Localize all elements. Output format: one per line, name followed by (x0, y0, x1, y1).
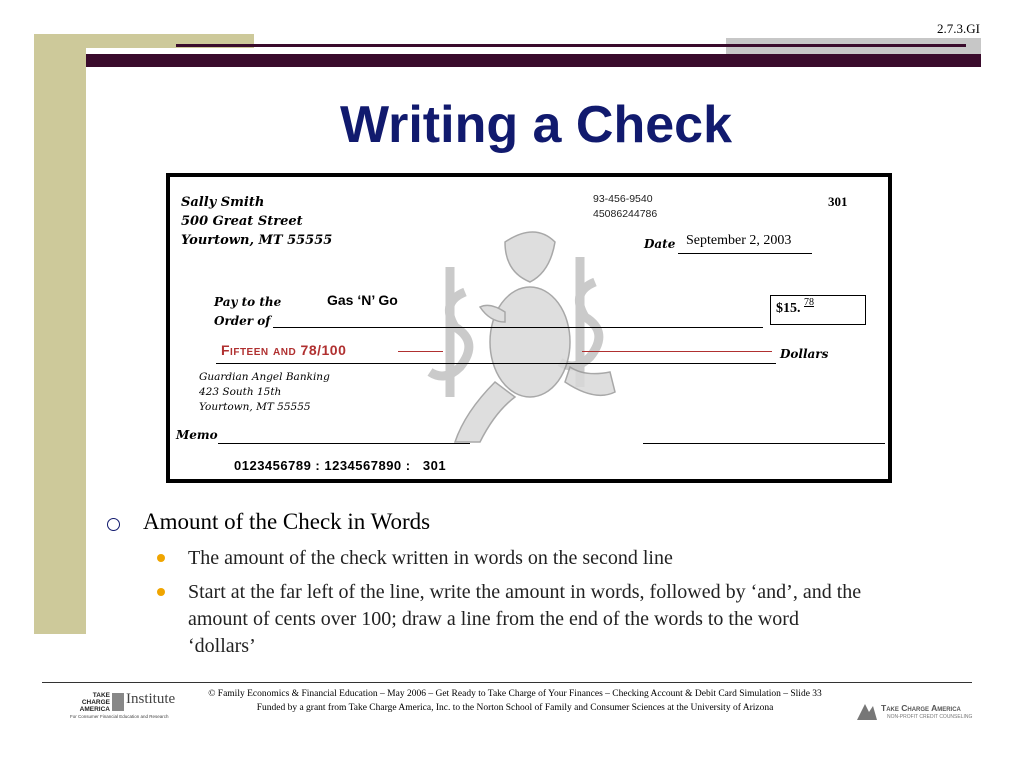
top-thin-rule (176, 44, 966, 47)
slide-title: Writing a Check (339, 96, 732, 154)
amount-cents: 78 (804, 297, 814, 308)
memo-line (218, 443, 470, 444)
institute-logo: TAKE CHARGE AMERICA Institute For Consumer Financial Education and Research (70, 691, 176, 719)
main-bullet-icon (107, 518, 120, 531)
owner-city: Yourtown, MT 55555 (181, 233, 333, 248)
routing-top: 93-456-9540 (593, 193, 653, 205)
date-line (678, 253, 812, 254)
owner-name: Sally Smith (181, 195, 265, 210)
pay-to-label-2: Order of (214, 314, 271, 328)
sub-bullet-2-line-3: ‘dollars’ (188, 635, 256, 657)
footer-line-1: © Family Economics & Financial Education – May 2006 – Get Ready to Take Charge of Your Finances – Checking Account & Debit Card Simulation – Slide 33 (208, 689, 822, 699)
take-charge-america-logo: Take Charge America NON-PROFIT CREDIT COUNSELING (855, 700, 985, 726)
amount-words-line (216, 363, 776, 364)
pay-to-label-1: Pay to the (214, 295, 282, 309)
payee: Gas ‘N’ Go (327, 292, 398, 308)
footer-rule (42, 682, 972, 683)
take-charge-arrows-icon (855, 700, 879, 724)
main-bullet-text: Amount of the Check in Words (143, 509, 431, 534)
amount-in-words: Fifteen and 78/100 (221, 342, 347, 358)
amount-words-fill-line-1 (398, 351, 443, 352)
sub-bullet-2-line-1: Start at the far left of the line, write the amount in words, followed by ‘and’, and the (188, 581, 862, 603)
date-value: September 2, 2003 (686, 233, 792, 248)
institute-logo-icon (112, 693, 124, 711)
signature-line (643, 443, 885, 444)
memo-label: Memo (176, 428, 218, 442)
sub-bullet-1-icon (157, 554, 165, 562)
check-image (166, 173, 892, 483)
bank-name: Guardian Angel Banking (199, 371, 330, 383)
date-label: Date (644, 237, 676, 251)
footer-line-2: Funded by a grant from Take Charge America, Inc. to the Norton School of Family and Consumer Sciences at the University of Arizona (256, 703, 774, 713)
bank-street: 423 South 15th (199, 386, 282, 398)
micr-line: 0123456789 : 1234567890 : 301 (234, 458, 447, 473)
amount-words-fill-line-2 (582, 351, 772, 352)
angel-watermark-icon (425, 222, 645, 447)
left-accent-bar (34, 34, 86, 634)
slide-code: 2.7.3.GI (937, 21, 980, 36)
top-dark-band (86, 54, 981, 67)
payee-line (273, 327, 763, 328)
sub-bullet-1-text: The amount of the check written in words on the second line (188, 547, 673, 569)
owner-street: 500 Great Street (181, 214, 303, 229)
amount-box (770, 295, 866, 325)
sub-bullet-2-icon (157, 588, 165, 596)
bank-city: Yourtown, MT 55555 (199, 401, 311, 413)
check-number: 301 (828, 194, 848, 209)
sub-bullet-2-line-2: amount of cents over 100; draw a line from the end of the words to the word (188, 608, 799, 630)
amount-dollars: $15. (776, 301, 801, 316)
routing-bottom: 45086244786 (593, 208, 658, 220)
dollars-label: Dollars (780, 347, 829, 361)
